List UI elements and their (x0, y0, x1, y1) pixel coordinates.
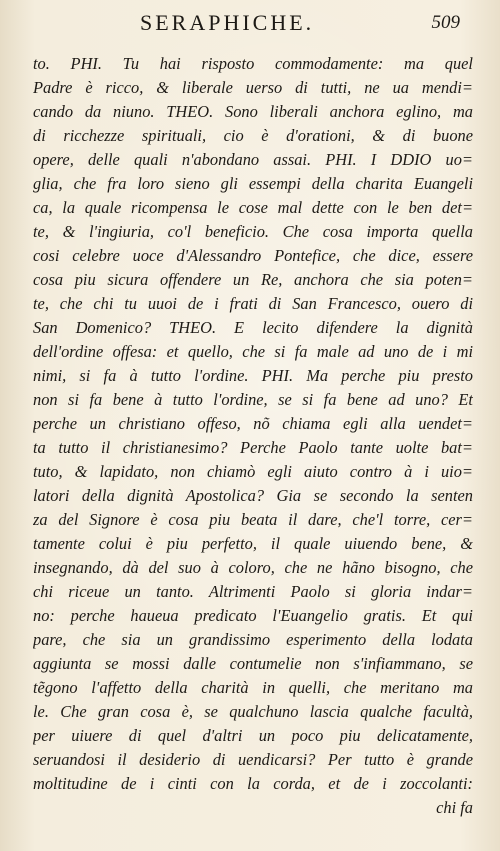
text-line: pare, che sia un grandissimo esperimento della lodata (33, 630, 473, 649)
text-line: aggiunta se mossi dalle contumelie non s'infiammano, se (33, 654, 473, 673)
text-line: tẽgono l'affetto della charità in quelli, che meritano ma (33, 678, 473, 697)
text-line: te, & l'ingiuria, co'l beneficio. Che cosa importa quella (33, 222, 473, 241)
text-line: tuto, & lapidato, non chiamò egli aiuto contro à i uio= (33, 462, 473, 481)
catchword: chi fa (436, 798, 473, 817)
text-line: no: perche haueua predicato l'Euangelio gratis. Et qui (33, 606, 473, 625)
text-line: Padre è ricco, & liberale uerso di tutti, ne ua mendi= (33, 78, 473, 97)
text-line: moltitudine de i cinti con la corda, et de i zoccolanti: (33, 774, 473, 793)
text-line: to. PHI. Tu hai risposto commodamente: ma quel (33, 54, 473, 73)
text-line: za del Signore è cosa piu beata il dare, che'l torre, cer= (33, 510, 473, 529)
text-line: di ricchezze spirituali, cio è d'orationi, & di buone (33, 126, 473, 145)
text-line: cando da niuno. THEO. Sono liberali anchora eglino, ma (33, 102, 473, 121)
text-line: ta tutto il christianesimo? Perche Paolo tante uolte bat= (33, 438, 473, 457)
running-title: SERAPHICHE. (140, 10, 315, 35)
text-line: cosa piu sicura offendere un Re, anchora che sia poten= (33, 270, 473, 289)
text-line: latori della dignità Apostolica? Gia se secondo la senten (33, 486, 473, 505)
text-line: insegnando, dà del suo à coloro, che ne hãno bisogno, che (33, 558, 473, 577)
body-text (33, 52, 473, 820)
text-line: dell'ordine offesa: et quello, che si fa male ad uno de i mi (33, 342, 473, 361)
text-line: tamente colui è piu perfetto, il quale uiuendo bene, & (33, 534, 473, 553)
text-line: non si fa bene à tutto l'ordine, se si fa bene ad uno? Et (33, 390, 473, 409)
page-number: 509 (431, 12, 460, 33)
text-line: ca, la quale ricompensa le cose mal dette con le ben det= (33, 198, 473, 217)
text-line: te, che chi tu uuoi de i frati di San Francesco, ouero di (33, 294, 473, 313)
text-line: opere, delle quali n'abondano assai. PHI. I DDIO uo= (33, 150, 473, 169)
text-line: le. Che gran cosa è, se qualchuno lascia qualche facultà, (33, 702, 473, 721)
text-line: cosi celebre uoce d'Alessandro Pontefice, che dice, essere (33, 246, 473, 265)
text-line: seruandosi il desiderio di uendicarsi? Per tutto è grande (33, 750, 473, 769)
text-line: per uiuere di quel d'altri un poco piu delicatamente, (33, 726, 473, 745)
text-line: San Domenico? THEO. E lecito difendere la dignità (33, 318, 473, 337)
page-header (0, 4, 500, 44)
text-line: perche un christiano offeso, nõ chiama egli alla uendet= (33, 414, 473, 433)
text-line: nimi, si fa à tutto l'ordine. PHI. Ma perche piu presto (33, 366, 473, 385)
text-line: glia, che fra loro sieno gli essempi della charita Euangeli (33, 174, 473, 193)
text-line: chi riceue un tanto. Altrimenti Paolo si gloria indar= (33, 582, 473, 601)
